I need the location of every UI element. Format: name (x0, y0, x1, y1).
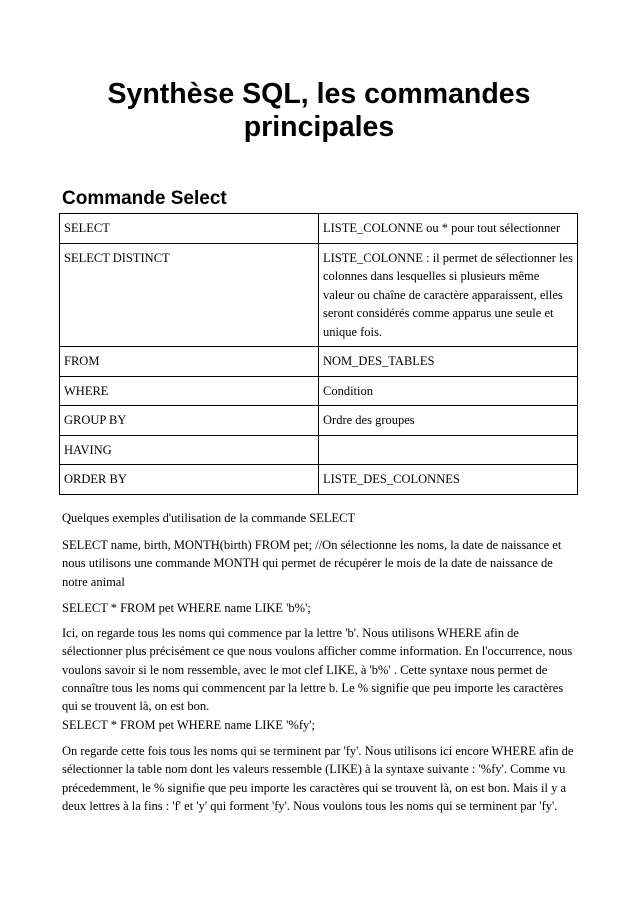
table-cell-description: Condition (319, 376, 578, 406)
table-row (60, 243, 578, 347)
table-cell-description: LISTE_COLONNE : il permet de sélectionner les colonnes dans lesquelles si plusieurs même valeur ou chaîne de caractère apparaissent, elles seront considérés comme apparus une seule et unique fois. (319, 243, 578, 347)
table-row (60, 376, 578, 406)
section-title: Commande Select (62, 188, 227, 209)
table-cell-description: NOM_DES_TABLES (319, 347, 578, 377)
table-cell-description: Ordre des groupes (319, 406, 578, 436)
table-row (60, 406, 578, 436)
table-cell-command: WHERE (60, 376, 319, 406)
paragraph-intro: Quelques exemples d'utilisation de la commande SELECT (62, 511, 356, 525)
table-cell-command: SELECT (60, 214, 319, 244)
table-cell-description (319, 435, 578, 465)
table-row (60, 347, 578, 377)
table-cell-command: SELECT DISTINCT (60, 243, 319, 347)
table-row (60, 435, 578, 465)
table-cell-description: LISTE_DES_COLONNES (319, 465, 578, 495)
select-commands-table (59, 213, 578, 495)
table-cell-command: ORDER BY (60, 465, 319, 495)
paragraph-explanation-b: Ici, on regarde tous les noms qui commence par la lettre 'b'. Nous utilisons WHERE afin de sélectionner plus précisément ce que nous voulons afficher comme information. En l'occurrence, nous voulons savoir si le nom ressemble, avec le mot clef LIKE, à 'b%' . Cette syntaxe nous permet de connaître tous les noms qui commencent par la lettre b. Le % signifie que peu importe les caractères qui se trouvent là, on est bon. (62, 626, 573, 714)
page-title: Synthèse SQL, les commandes principales (107, 78, 531, 143)
paragraph-query-b: SELECT * FROM pet WHERE name LIKE 'b%'; (62, 601, 311, 615)
table-row (60, 465, 578, 495)
paragraph-query-fy: SELECT * FROM pet WHERE name LIKE '%fy'; (62, 718, 315, 732)
paragraph-example-1: SELECT name, birth, MONTH(birth) FROM pet; //On sélectionne les noms, la date de naissance et nous utilisons une commande MONTH qui permet de récupérer le mois de la date de naissance de notre animal (62, 538, 562, 589)
table-cell-command: HAVING (60, 435, 319, 465)
table-cell-command: FROM (60, 347, 319, 377)
paragraph-explanation-fy: On regarde cette fois tous les noms qui se terminent par 'fy'. Nous utilisons ici encore WHERE afin de sélectionner la table nom dont les valeurs ressemble (LIKE) à la syntaxe suivante : '%fy'. Comme vu précedemment, le % signifie que peu importe les caractères qui se trouvent là, on est bon. Mais il y a deux lettres à la fins : 'f' et 'y' qui forment 'fy'. Nous voulons tous les noms qui se terminent par 'fy'. (62, 744, 574, 813)
table-cell-command: GROUP BY (60, 406, 319, 436)
table-row (60, 214, 578, 244)
table-cell-description: LISTE_COLONNE ou * pour tout sélectionner (319, 214, 578, 244)
